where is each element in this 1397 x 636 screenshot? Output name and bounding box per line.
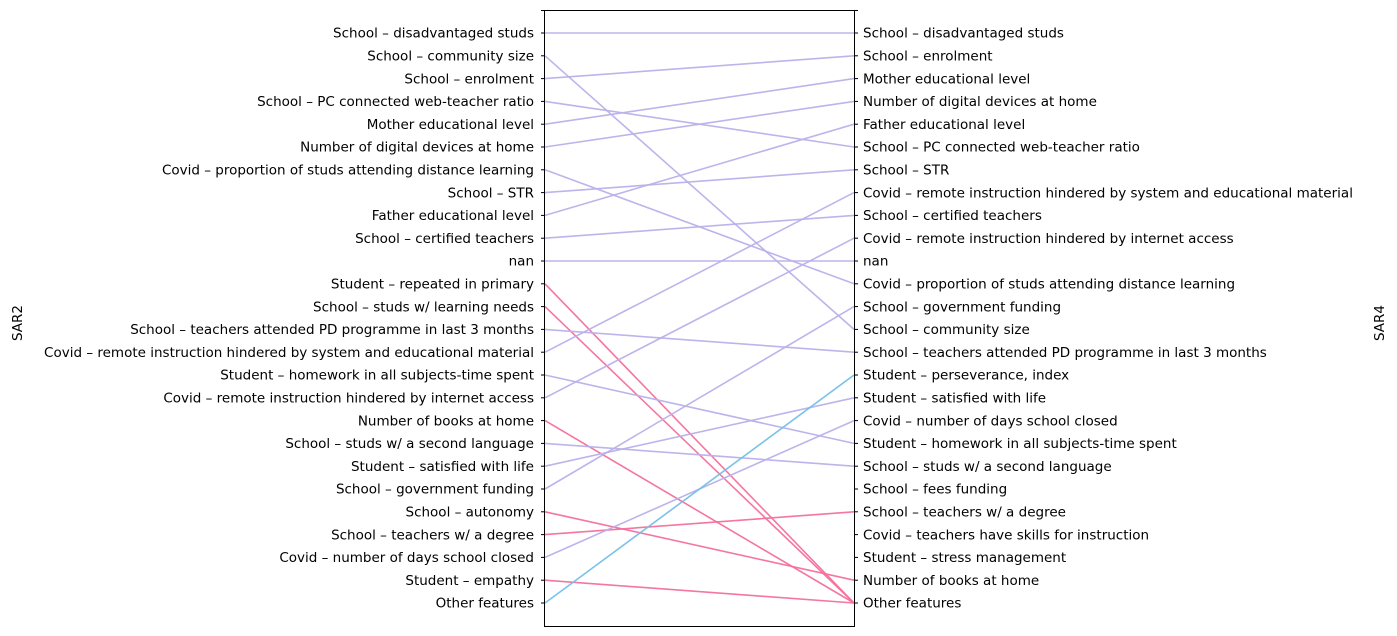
- connection-line: [545, 329, 854, 352]
- tick-label: Father educational level: [863, 116, 1026, 133]
- tick-label: Number of digital devices at home: [300, 139, 534, 156]
- tick-label: Mother educational level: [863, 71, 1031, 88]
- connection-lines: [545, 33, 854, 603]
- tick-label: School – STR: [447, 185, 534, 202]
- tick-label: Covid – number of days school closed: [279, 550, 534, 567]
- tick-label: School – PC connected web-teacher ratio: [257, 94, 534, 111]
- tick-label: School – enrolment: [863, 48, 993, 65]
- tick-label: School – autonomy: [405, 504, 534, 521]
- tick-label: School – government funding: [335, 481, 534, 498]
- tick-label: Covid – number of days school closed: [863, 413, 1118, 430]
- tick-label: School – community size: [863, 322, 1030, 339]
- tick-label: Number of books at home: [863, 572, 1040, 589]
- tick-label: School – government funding: [863, 299, 1062, 316]
- connection-line: [545, 580, 854, 603]
- tick-label: School – community size: [367, 48, 534, 65]
- tick-label: School – fees funding: [863, 481, 1008, 498]
- tick-label: Covid – proportion of studs attending distance learning: [161, 162, 534, 179]
- tick-label: School – PC connected web-teacher ratio: [863, 139, 1140, 156]
- tick-label: nan: [863, 253, 889, 270]
- tick-label: School – teachers w/ a degree: [331, 527, 534, 544]
- tick-label: Covid – remote instruction hindered by system and educational material: [44, 344, 534, 361]
- tick-label: Student – satisfied with life: [350, 458, 534, 475]
- tick-label: School – certified teachers: [863, 208, 1042, 225]
- connection-line: [545, 421, 854, 603]
- connection-line: [545, 124, 854, 215]
- tick-label: nan: [508, 253, 534, 270]
- tick-label: Student – empathy: [405, 572, 534, 589]
- tick-label: School – teachers attended PD programme in last 3 months: [863, 344, 1267, 361]
- right-axis-labels: [863, 26, 1353, 612]
- tick-label: Student – homework in all subjects-time spent: [220, 367, 534, 384]
- connection-line: [545, 56, 854, 330]
- tick-label: School – studs w/ learning needs: [313, 299, 534, 316]
- tick-label: Covid – proportion of studs attending distance learning: [863, 276, 1236, 293]
- tick-label: Mother educational level: [366, 116, 534, 133]
- tick-label: Student – perseverance, index: [863, 367, 1070, 384]
- tick-label: School – studs w/ a second language: [285, 436, 534, 453]
- tick-label: Number of digital devices at home: [863, 94, 1097, 111]
- tick-label: School – disadvantaged studs: [863, 25, 1064, 42]
- tick-label: Student – stress management: [863, 550, 1067, 567]
- tick-label: Student – homework in all subjects-time spent: [863, 436, 1177, 453]
- connection-line: [545, 512, 854, 535]
- connection-line: [545, 398, 854, 466]
- tick-label: Student – satisfied with life: [863, 390, 1047, 407]
- right-axis-title: SAR4: [1372, 304, 1388, 342]
- tick-label: School – disadvantaged studs: [333, 25, 534, 42]
- tick-label: School – teachers w/ a degree: [863, 504, 1066, 521]
- tick-label: School – STR: [863, 162, 950, 179]
- left-axis-labels: [44, 26, 534, 612]
- tick-label: Other features: [863, 595, 962, 612]
- connection-line: [545, 284, 854, 603]
- tick-label: Covid – remote instruction hindered by internet access: [163, 390, 534, 407]
- connection-line: [545, 307, 854, 489]
- connection-line: [545, 215, 854, 238]
- tick-label: Covid – remote instruction hindered by system and educational material: [863, 185, 1353, 202]
- left-axis-title: SAR2: [10, 304, 26, 342]
- tick-label: Covid – remote instruction hindered by internet access: [863, 230, 1234, 247]
- tick-label: Student – repeated in primary: [330, 276, 534, 293]
- tick-label: School – studs w/ a second language: [863, 458, 1112, 475]
- connection-line: [545, 56, 854, 79]
- connection-line: [545, 193, 854, 353]
- tick-label: Covid – teachers have skills for instruction: [863, 527, 1150, 544]
- connection-line: [545, 79, 854, 125]
- tick-label: Number of books at home: [357, 413, 534, 430]
- tick-label: School – teachers attended PD programme in last 3 months: [130, 322, 534, 339]
- connection-line: [545, 512, 854, 580]
- tick-label: School – certified teachers: [355, 230, 534, 247]
- tick-label: Father educational level: [371, 208, 534, 225]
- tick-label: School – enrolment: [404, 71, 534, 88]
- connection-line: [545, 443, 854, 466]
- connection-line: [545, 238, 854, 398]
- connection-line: [545, 170, 854, 193]
- tick-label: Other features: [435, 595, 534, 612]
